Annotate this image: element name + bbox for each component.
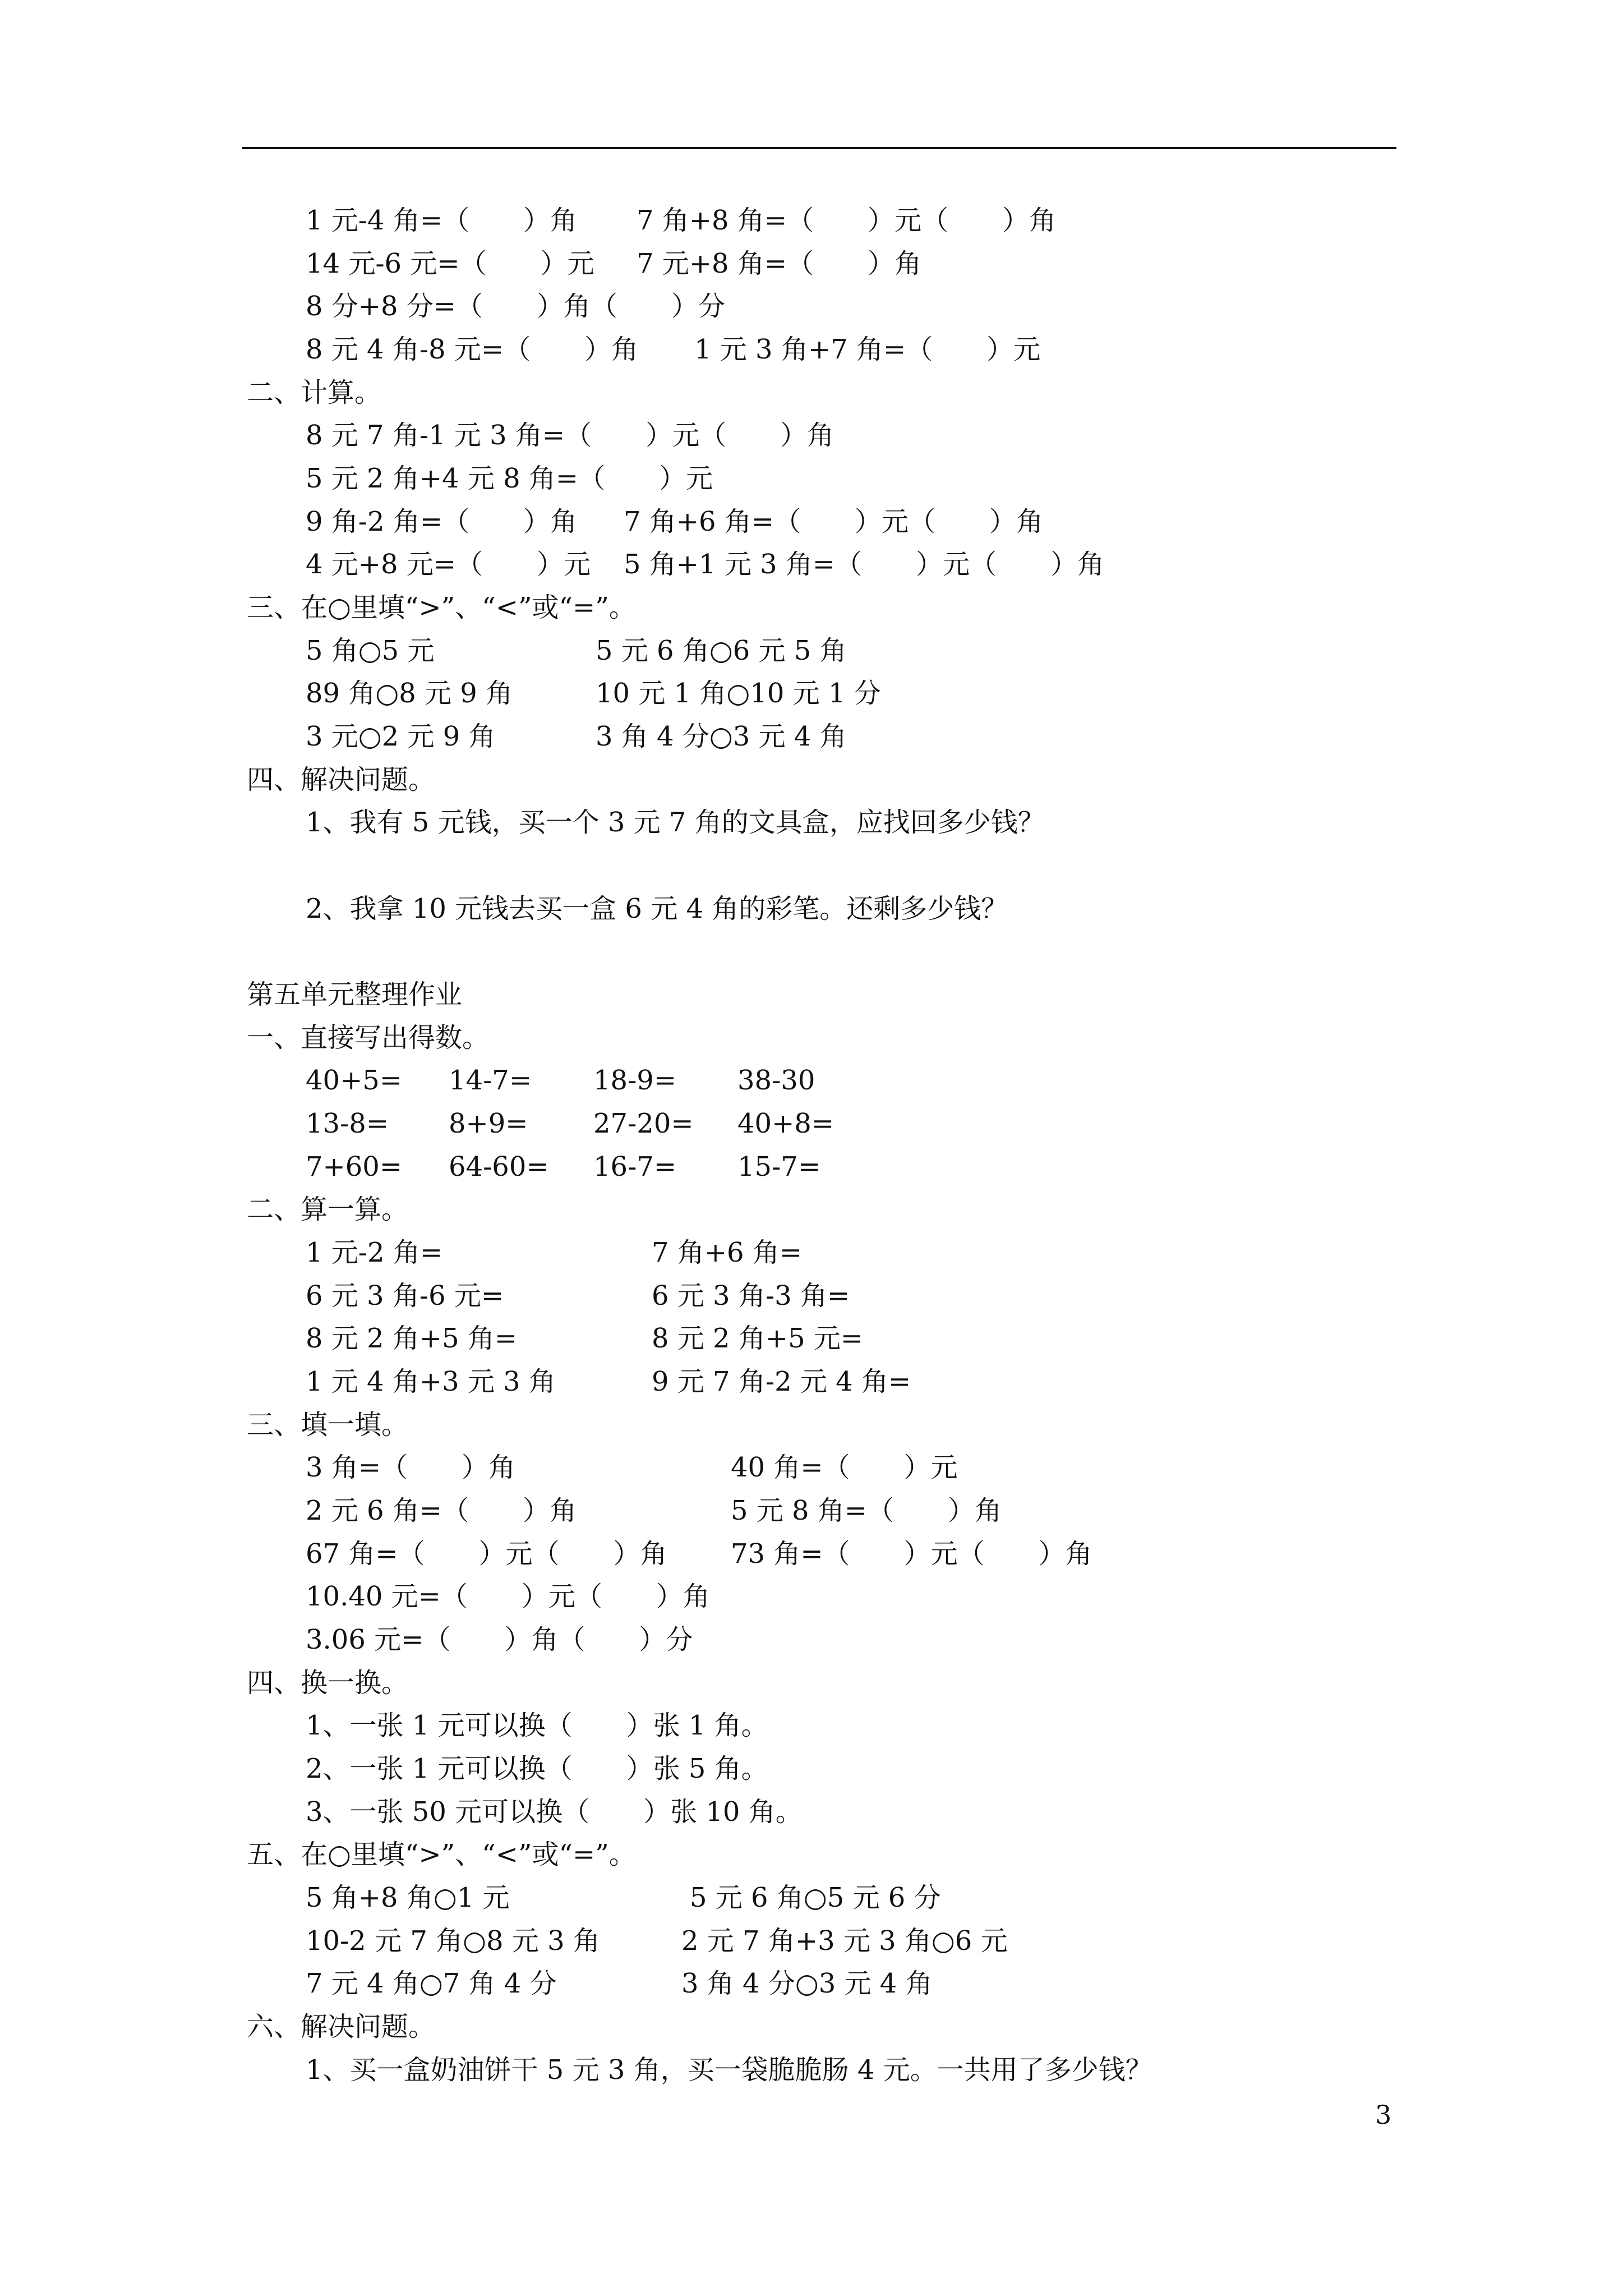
compare-item: 5 元 6 角○5 元 6 分 <box>690 1882 941 1913</box>
mental-math-item: 7+60= <box>306 1151 403 1182</box>
section-heading: 五、在○里填“>”、“<”或“=”。 <box>247 1839 636 1870</box>
mental-math-item: 40+5= <box>306 1065 403 1096</box>
fill-line-1a: 1 元-4 角=（ ）角 <box>306 205 578 236</box>
compute-item: 6 元 3 角-6 元= <box>306 1280 504 1312</box>
compute-item: 9 元 7 角-2 元 4 角= <box>652 1366 911 1397</box>
fill-item: 73 角=（ ）元（ ）角 <box>731 1538 1092 1570</box>
compare-item: 2 元 7 角+3 元 3 角○6 元 <box>681 1925 1008 1957</box>
fill-line-4b: 1 元 3 角+7 角=（ ）元 <box>694 334 1041 365</box>
section-heading: 一、直接写出得数。 <box>247 1022 490 1053</box>
mental-math-item: 18-9= <box>593 1065 677 1096</box>
compute-item: 6 元 3 角-3 角= <box>652 1280 850 1312</box>
fill-item: 3 角=（ ）角 <box>306 1452 516 1483</box>
calc-line-4b: 5 角+1 元 3 角=（ ）元（ ）角 <box>624 549 1105 580</box>
fill-line-4a: 8 元 4 角-8 元=（ ）角 <box>306 334 639 365</box>
exchange-item: 3、一张 50 元可以换（ ）张 10 角。 <box>306 1796 803 1828</box>
mental-math-item: 38-30 <box>737 1065 815 1096</box>
fill-line-2b: 7 元+8 角=（ ）角 <box>637 248 922 279</box>
compare-line-1a: 5 角○5 元 <box>306 635 435 666</box>
compute-item: 8 元 2 角+5 元= <box>652 1323 864 1354</box>
compute-item: 7 角+6 角= <box>652 1237 803 1268</box>
fill-line-2a: 14 元-6 元=（ ）元 <box>306 248 594 279</box>
calc-line-3a: 9 角-2 角=（ ）角 <box>306 506 578 537</box>
compute-item: 1 元-2 角= <box>306 1237 443 1268</box>
section-heading: 六、解决问题。 <box>247 2011 436 2042</box>
mental-math-item: 15-7= <box>737 1151 821 1182</box>
word-problem-1: 1、我有 5 元钱，买一个 3 元 7 角的文具盒，应找回多少钱？ <box>306 807 1045 838</box>
calc-line-3b: 7 角+6 角=（ ）元（ ）角 <box>624 506 1044 537</box>
compute-item: 1 元 4 角+3 元 3 角 <box>306 1366 556 1397</box>
section-heading: 二、算一算。 <box>247 1194 409 1225</box>
section-heading: 三、填一填。 <box>247 1409 409 1441</box>
mental-math-item: 16-7= <box>593 1151 677 1182</box>
section-heading: 三、在○里填“>”、“<”或“=”。 <box>247 592 636 623</box>
section-heading: 四、换一换。 <box>247 1667 409 1699</box>
mental-math-item: 8+9= <box>449 1108 528 1139</box>
compare-item: 10-2 元 7 角○8 元 3 角 <box>306 1925 600 1957</box>
exchange-item: 1、一张 1 元可以换（ ）张 1 角。 <box>306 1710 768 1741</box>
fill-item: 10.40 元=（ ）元（ ）角 <box>306 1581 710 1612</box>
mental-math-item: 40+8= <box>737 1108 834 1139</box>
fill-item: 3.06 元=（ ）角（ ）分 <box>306 1624 693 1655</box>
fill-item: 67 角=（ ）元（ ）角 <box>306 1538 667 1570</box>
word-problem-2: 2、我拿 10 元钱去买一盒 6 元 4 角的彩笔。还剩多少钱？ <box>306 893 1008 924</box>
fill-line-3a: 8 分+8 分=（ ）角（ ）分 <box>306 291 726 322</box>
compare-item: 3 角 4 分○3 元 4 角 <box>681 1968 933 1999</box>
mental-math-item: 13-8= <box>306 1108 389 1139</box>
mental-math-item: 14-7= <box>449 1065 532 1096</box>
page-number: 3 <box>1375 2100 1392 2130</box>
word-problem-1: 1、买一盒奶油饼干 5 元 3 角，买一袋脆脆肠 4 元。一共用了多少钱？ <box>306 2054 1152 2086</box>
calc-line-2a: 5 元 2 角+4 元 8 角=（ ）元 <box>306 463 713 494</box>
fill-line-1b: 7 角+8 角=（ ）元（ ）角 <box>637 205 1057 236</box>
compare-line-2a: 89 角○8 元 9 角 <box>306 678 513 709</box>
section-heading: 四、解决问题。 <box>247 764 436 795</box>
compare-line-1b: 5 元 6 角○6 元 5 角 <box>596 635 847 666</box>
fill-item: 5 元 8 角=（ ）角 <box>731 1495 1002 1526</box>
compare-line-3b: 3 角 4 分○3 元 4 角 <box>596 721 847 752</box>
calc-line-1a: 8 元 7 角-1 元 3 角=（ ）元（ ）角 <box>306 420 834 451</box>
section-heading: 二、计算。 <box>247 377 382 408</box>
fill-item: 2 元 6 角=（ ）角 <box>306 1495 577 1526</box>
calc-line-4a: 4 元+8 元=（ ）元 <box>306 549 591 580</box>
exchange-item: 2、一张 1 元可以换（ ）张 5 角。 <box>306 1753 768 1784</box>
mental-math-item: 27-20= <box>593 1108 694 1139</box>
mental-math-item: 64-60= <box>449 1151 549 1182</box>
compare-line-2b: 10 元 1 角○10 元 1 分 <box>596 678 881 709</box>
compare-line-3a: 3 元○2 元 9 角 <box>306 721 496 752</box>
fill-item: 40 角=（ ）元 <box>731 1452 958 1483</box>
compare-item: 5 角+8 角○1 元 <box>306 1882 510 1913</box>
compare-item: 7 元 4 角○7 角 4 分 <box>306 1968 557 1999</box>
unit-title: 第五单元整理作业 <box>247 979 463 1010</box>
header-rule <box>242 147 1396 149</box>
compute-item: 8 元 2 角+5 角= <box>306 1323 518 1354</box>
